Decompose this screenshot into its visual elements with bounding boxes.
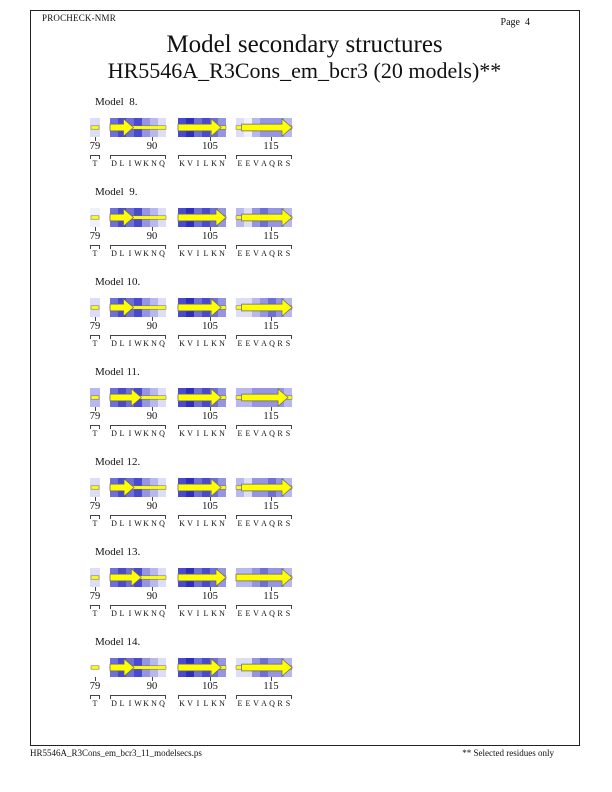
footer-filename: HR5546A_R3Cons_em_bcr3_11_modelsecs.ps bbox=[30, 748, 202, 758]
structure-strip-segment bbox=[236, 208, 292, 227]
structure-strip-segment bbox=[110, 298, 166, 317]
sequence-letters bbox=[236, 249, 292, 259]
sequence-letter: K bbox=[211, 519, 217, 528]
sequence-letter: L bbox=[119, 699, 125, 708]
residue-number: 79 bbox=[89, 501, 101, 512]
sequence-letter: L bbox=[203, 159, 209, 168]
residue-number: 115 bbox=[263, 231, 279, 242]
sequence-letter: L bbox=[119, 339, 125, 348]
sequence-letters bbox=[90, 429, 100, 439]
sequence-letter: K bbox=[211, 159, 217, 168]
sequence-letter: R bbox=[277, 249, 283, 258]
residue-number: 105 bbox=[202, 141, 218, 152]
sequence-letter: L bbox=[203, 699, 209, 708]
sequence-letter: V bbox=[187, 699, 193, 708]
coil-mark bbox=[90, 568, 100, 587]
coil-mark bbox=[90, 298, 100, 317]
sequence-letter: W bbox=[134, 429, 142, 438]
residue-number: 90 bbox=[146, 501, 158, 512]
residue-number: 115 bbox=[263, 501, 279, 512]
structure-strip-segment bbox=[110, 208, 166, 227]
residue-number: 79 bbox=[89, 321, 101, 332]
sequence-letter: S bbox=[285, 609, 291, 618]
structure-strip-segment bbox=[110, 568, 166, 587]
strand-arrow-graphic bbox=[178, 388, 226, 407]
strand-arrow-graphic bbox=[110, 298, 166, 317]
residue-number: 79 bbox=[89, 231, 101, 242]
sequence-letters bbox=[236, 699, 292, 709]
sequence-letter: D bbox=[111, 159, 117, 168]
sequence-letters bbox=[110, 609, 166, 619]
sequence-letter: T bbox=[92, 519, 98, 528]
sequence-letter: N bbox=[219, 699, 225, 708]
strand-arrow-graphic bbox=[110, 388, 166, 407]
model-block bbox=[0, 96, 612, 174]
structure-strip-segment bbox=[236, 658, 292, 677]
sequence-letter: I bbox=[196, 159, 200, 168]
sequence-letter: Q bbox=[269, 699, 275, 708]
sequence-letter: D bbox=[111, 609, 117, 618]
sequence-letter: A bbox=[261, 249, 267, 258]
strand-arrow-graphic bbox=[178, 208, 226, 227]
sequence-letter: S bbox=[285, 429, 291, 438]
sequence-letter: L bbox=[119, 519, 125, 528]
sequence-letter: K bbox=[179, 159, 185, 168]
sequence-letter: K bbox=[179, 429, 185, 438]
strand-arrow-graphic bbox=[110, 478, 166, 497]
strand-arrow-graphic bbox=[236, 658, 292, 677]
structure-strip-segment bbox=[90, 208, 100, 227]
structure-strip-segment bbox=[90, 298, 100, 317]
sequence-letter: N bbox=[219, 519, 225, 528]
sequence-letters bbox=[110, 429, 166, 439]
sequence-letter: V bbox=[253, 699, 259, 708]
sequence-letter: W bbox=[134, 609, 142, 618]
structure-strip-segment bbox=[178, 118, 226, 137]
sequence-letter: E bbox=[245, 159, 251, 168]
structure-strip-segment bbox=[110, 388, 166, 407]
sequence-letter: E bbox=[237, 429, 243, 438]
residue-number: 105 bbox=[202, 231, 218, 242]
structure-strip-segment bbox=[178, 388, 226, 407]
strand-arrow-graphic bbox=[236, 208, 292, 227]
structure-strip-segment bbox=[236, 478, 292, 497]
sequence-letters bbox=[110, 249, 166, 259]
sequence-letter: N bbox=[219, 159, 225, 168]
sequence-letter: I bbox=[196, 699, 200, 708]
sequence-letter: Q bbox=[159, 519, 165, 528]
coil-mark bbox=[90, 208, 100, 227]
structure-strip-segment bbox=[178, 208, 226, 227]
strand-arrow-graphic bbox=[236, 298, 292, 317]
sequence-letters bbox=[90, 249, 100, 259]
sequence-letter: K bbox=[211, 609, 217, 618]
sequence-letters bbox=[178, 159, 226, 169]
sequence-letters bbox=[178, 339, 226, 349]
residue-number: 79 bbox=[89, 141, 101, 152]
sequence-letter: V bbox=[187, 609, 193, 618]
sequence-letter: R bbox=[277, 519, 283, 528]
sequence-letter: K bbox=[179, 519, 185, 528]
coil-mark bbox=[90, 658, 100, 677]
sequence-letters bbox=[110, 519, 166, 529]
sequence-letter: I bbox=[128, 609, 132, 618]
sequence-letter: N bbox=[151, 249, 157, 258]
residue-number: 105 bbox=[202, 411, 218, 422]
sequence-letter: N bbox=[219, 339, 225, 348]
model-label: Model 12. bbox=[95, 456, 141, 468]
sequence-letter: I bbox=[128, 249, 132, 258]
strand-arrow-graphic bbox=[110, 568, 166, 587]
strand-arrow-graphic bbox=[110, 208, 166, 227]
sequence-letters bbox=[236, 519, 292, 529]
sequence-letter: K bbox=[179, 339, 185, 348]
sequence-letters bbox=[236, 159, 292, 169]
sequence-letter: I bbox=[196, 249, 200, 258]
residue-number: 90 bbox=[146, 591, 158, 602]
sequence-letter: K bbox=[143, 609, 149, 618]
sequence-letter: E bbox=[237, 519, 243, 528]
sequence-letter: K bbox=[211, 429, 217, 438]
model-label: Model 13. bbox=[95, 546, 141, 558]
sequence-letter: Q bbox=[269, 339, 275, 348]
residue-number: 105 bbox=[202, 591, 218, 602]
sequence-letter: W bbox=[134, 249, 142, 258]
sequence-letter: T bbox=[92, 429, 98, 438]
sequence-letter: K bbox=[143, 429, 149, 438]
sequence-letter: N bbox=[151, 609, 157, 618]
sequence-letter: V bbox=[253, 609, 259, 618]
strand-arrow-graphic bbox=[236, 568, 292, 587]
residue-number: 115 bbox=[263, 141, 279, 152]
sequence-letters bbox=[236, 339, 292, 349]
residue-number: 90 bbox=[146, 411, 158, 422]
sequence-letters bbox=[178, 429, 226, 439]
residue-number: 115 bbox=[263, 321, 279, 332]
sequence-letter: V bbox=[187, 339, 193, 348]
residue-number: 115 bbox=[263, 411, 279, 422]
residue-number: 90 bbox=[146, 141, 158, 152]
structure-strip-segment bbox=[236, 298, 292, 317]
structure-strip-segment bbox=[110, 118, 166, 137]
sequence-letter: V bbox=[253, 159, 259, 168]
structure-strip-segment bbox=[236, 568, 292, 587]
page-title: Model secondary structures bbox=[166, 31, 443, 58]
sequence-letter: I bbox=[128, 429, 132, 438]
model-block bbox=[0, 366, 612, 444]
sequence-letter: K bbox=[143, 249, 149, 258]
sequence-letter: E bbox=[245, 429, 251, 438]
sequence-letter: V bbox=[187, 249, 193, 258]
sequence-letter: T bbox=[92, 699, 98, 708]
sequence-letter: Q bbox=[269, 519, 275, 528]
strand-arrow-graphic bbox=[110, 118, 166, 137]
sequence-letter: N bbox=[219, 249, 225, 258]
sequence-letters bbox=[236, 429, 292, 439]
sequence-letter: Q bbox=[159, 609, 165, 618]
sequence-letter: K bbox=[179, 699, 185, 708]
page-number: Page 4 bbox=[500, 17, 530, 28]
coil-mark bbox=[90, 478, 100, 497]
sequence-letter: L bbox=[119, 159, 125, 168]
sequence-letter: I bbox=[128, 519, 132, 528]
strand-arrow-graphic bbox=[236, 478, 292, 497]
sequence-letter: L bbox=[203, 249, 209, 258]
sequence-letter: K bbox=[211, 699, 217, 708]
sequence-letter: N bbox=[219, 609, 225, 618]
residue-number: 115 bbox=[263, 681, 279, 692]
sequence-letter: Q bbox=[269, 249, 275, 258]
sequence-letter: N bbox=[151, 519, 157, 528]
sequence-letter: V bbox=[253, 339, 259, 348]
strand-arrow-graphic bbox=[236, 388, 292, 407]
sequence-letters bbox=[90, 699, 100, 709]
structure-strip-segment bbox=[90, 568, 100, 587]
sequence-letters bbox=[178, 609, 226, 619]
strand-arrow-graphic bbox=[178, 568, 226, 587]
sequence-letter: Q bbox=[269, 159, 275, 168]
model-block bbox=[0, 186, 612, 264]
model-block bbox=[0, 546, 612, 624]
sequence-letters bbox=[90, 609, 100, 619]
model-label: Model 9. bbox=[95, 186, 138, 198]
sequence-letters bbox=[110, 339, 166, 349]
sequence-letters bbox=[90, 339, 100, 349]
sequence-letter: E bbox=[237, 699, 243, 708]
coil-mark bbox=[90, 388, 100, 407]
sequence-letter: V bbox=[253, 429, 259, 438]
sequence-letter: W bbox=[134, 159, 142, 168]
structure-strip-segment bbox=[110, 478, 166, 497]
sequence-letter: V bbox=[253, 519, 259, 528]
sequence-letter: V bbox=[187, 159, 193, 168]
sequence-letter: L bbox=[203, 429, 209, 438]
sequence-letter: K bbox=[179, 249, 185, 258]
sequence-letter: E bbox=[237, 159, 243, 168]
structure-strip-segment bbox=[236, 388, 292, 407]
sequence-letter: W bbox=[134, 339, 142, 348]
model-label: Model 11. bbox=[95, 366, 140, 378]
sequence-letter: R bbox=[277, 429, 283, 438]
sequence-letter: D bbox=[111, 699, 117, 708]
sequence-letter: K bbox=[211, 249, 217, 258]
sequence-letter: N bbox=[151, 159, 157, 168]
sequence-letter: L bbox=[203, 339, 209, 348]
sequence-letter: A bbox=[261, 609, 267, 618]
sequence-letter: T bbox=[92, 609, 98, 618]
sequence-letter: E bbox=[245, 339, 251, 348]
sequence-letter: A bbox=[261, 519, 267, 528]
sequence-letter: S bbox=[285, 159, 291, 168]
structure-strip-segment bbox=[90, 388, 100, 407]
structure-strip-segment bbox=[178, 298, 226, 317]
sequence-letter: W bbox=[134, 699, 142, 708]
sequence-letter: L bbox=[203, 519, 209, 528]
sequence-letter: E bbox=[245, 609, 251, 618]
sequence-letters bbox=[178, 519, 226, 529]
sequence-letters bbox=[90, 159, 100, 169]
structure-strip-segment bbox=[178, 568, 226, 587]
sequence-letters bbox=[178, 699, 226, 709]
sequence-letter: L bbox=[119, 429, 125, 438]
structure-strip-segment bbox=[110, 658, 166, 677]
sequence-letter: Q bbox=[159, 249, 165, 258]
sequence-letter: L bbox=[119, 249, 125, 258]
sequence-letter: E bbox=[245, 519, 251, 528]
sequence-letter: V bbox=[187, 429, 193, 438]
sequence-letter: W bbox=[134, 519, 142, 528]
model-label: Model 10. bbox=[95, 276, 141, 288]
structure-strip-segment bbox=[90, 118, 100, 137]
residue-number: 79 bbox=[89, 681, 101, 692]
sequence-letter: I bbox=[128, 339, 132, 348]
structure-strip-segment bbox=[178, 478, 226, 497]
sequence-letter: K bbox=[143, 519, 149, 528]
residue-number: 105 bbox=[202, 321, 218, 332]
strand-arrow-graphic bbox=[110, 658, 166, 677]
model-label: Model 8. bbox=[95, 96, 138, 108]
sequence-letter: Q bbox=[159, 339, 165, 348]
sequence-letter: I bbox=[196, 519, 200, 528]
sequence-letter: N bbox=[219, 429, 225, 438]
sequence-letter: E bbox=[245, 699, 251, 708]
structure-strip-segment bbox=[236, 118, 292, 137]
sequence-letter: K bbox=[143, 699, 149, 708]
sequence-letter: Q bbox=[159, 159, 165, 168]
structure-strip-segment bbox=[90, 478, 100, 497]
sequence-letter: K bbox=[211, 339, 217, 348]
sequence-letter: I bbox=[128, 159, 132, 168]
sequence-letter: A bbox=[261, 699, 267, 708]
sequence-letter: N bbox=[151, 429, 157, 438]
sequence-letter: K bbox=[143, 159, 149, 168]
coil-mark bbox=[90, 118, 100, 137]
sequence-letter: E bbox=[237, 249, 243, 258]
sequence-letter: Q bbox=[159, 699, 165, 708]
sequence-letters bbox=[110, 699, 166, 709]
sequence-letter: I bbox=[196, 429, 200, 438]
strand-arrow-graphic bbox=[178, 118, 226, 137]
sequence-letter: L bbox=[119, 609, 125, 618]
residue-number: 90 bbox=[146, 681, 158, 692]
sequence-letter: D bbox=[111, 249, 117, 258]
sequence-letter: V bbox=[187, 519, 193, 528]
sequence-letter: S bbox=[285, 699, 291, 708]
sequence-letter: R bbox=[277, 699, 283, 708]
sequence-letter: I bbox=[196, 609, 200, 618]
sequence-letter: K bbox=[143, 339, 149, 348]
sequence-letter: S bbox=[285, 339, 291, 348]
sequence-letter: N bbox=[151, 699, 157, 708]
sequence-letter: E bbox=[245, 249, 251, 258]
sequence-letter: I bbox=[128, 699, 132, 708]
sequence-letters bbox=[178, 249, 226, 259]
sequence-letters bbox=[236, 609, 292, 619]
sequence-letter: S bbox=[285, 249, 291, 258]
sequence-letter: Q bbox=[269, 609, 275, 618]
model-label: Model 14. bbox=[95, 636, 141, 648]
app-label: PROCHECK-NMR bbox=[42, 13, 116, 23]
residue-number: 90 bbox=[146, 231, 158, 242]
sequence-letter: A bbox=[261, 159, 267, 168]
residue-number: 105 bbox=[202, 501, 218, 512]
sequence-letter: T bbox=[92, 249, 98, 258]
sequence-letter: S bbox=[285, 519, 291, 528]
structure-strip-segment bbox=[90, 658, 100, 677]
residue-number: 79 bbox=[89, 591, 101, 602]
sequence-letter: R bbox=[277, 159, 283, 168]
model-block bbox=[0, 456, 612, 534]
strand-arrow-graphic bbox=[236, 118, 292, 137]
sequence-letters bbox=[110, 159, 166, 169]
sequence-letter: I bbox=[196, 339, 200, 348]
sequence-letter: E bbox=[237, 339, 243, 348]
sequence-letter: E bbox=[237, 609, 243, 618]
residue-number: 79 bbox=[89, 411, 101, 422]
sequence-letters bbox=[90, 519, 100, 529]
sequence-letter: D bbox=[111, 429, 117, 438]
model-block bbox=[0, 276, 612, 354]
sequence-letter: R bbox=[277, 339, 283, 348]
sequence-letter: V bbox=[253, 249, 259, 258]
residue-number: 115 bbox=[263, 591, 279, 602]
residue-number: 90 bbox=[146, 321, 158, 332]
residue-number: 105 bbox=[202, 681, 218, 692]
strand-arrow-graphic bbox=[178, 478, 226, 497]
sequence-letter: T bbox=[92, 159, 98, 168]
sequence-letter: D bbox=[111, 519, 117, 528]
sequence-letter: Q bbox=[269, 429, 275, 438]
sequence-letter: R bbox=[277, 609, 283, 618]
sequence-letter: A bbox=[261, 429, 267, 438]
sequence-letter: N bbox=[151, 339, 157, 348]
model-block bbox=[0, 636, 612, 714]
structure-strip-segment bbox=[178, 658, 226, 677]
sequence-letter: K bbox=[179, 609, 185, 618]
strand-arrow-graphic bbox=[178, 658, 226, 677]
footer-note: ** Selected residues only bbox=[462, 748, 554, 758]
sequence-letter: D bbox=[111, 339, 117, 348]
page-subtitle: HR5546A_R3Cons_em_bcr3 (20 models)** bbox=[107, 58, 502, 83]
strand-arrow-graphic bbox=[178, 298, 226, 317]
sequence-letter: L bbox=[203, 609, 209, 618]
sequence-letter: A bbox=[261, 339, 267, 348]
sequence-letter: T bbox=[92, 339, 98, 348]
sequence-letter: Q bbox=[159, 429, 165, 438]
